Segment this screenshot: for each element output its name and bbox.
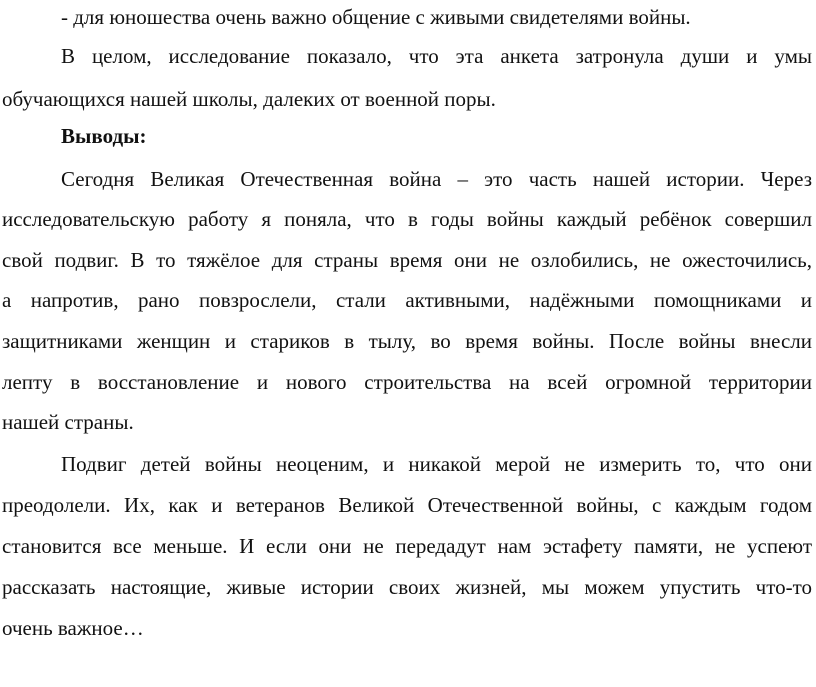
section-heading: Выводы: — [61, 124, 147, 148]
intro-line-2: В целом, исследование показало, что эта анкета затронула души и умы — [61, 44, 812, 68]
paragraph2-line-4: рассказать настоящие, живые истории своих жизней, мы можем упустить что-то — [2, 575, 812, 599]
paragraph1-line-2: исследовательскую работу я поняла, что в годы войны каждый ребёнок совершил — [2, 207, 812, 231]
paragraph2-line-2: преодолели. Их, как и ветеранов Великой Отечественной войны, с каждым годом — [2, 493, 812, 517]
paragraph1-line-6: лепту в восстановление и нового строительства на всей огромной территории — [2, 370, 812, 394]
paragraph1-line-5: защитниками женщин и стариков в тылу, во время войны. После войны внесли — [2, 329, 812, 353]
paragraph1-line-1: Сегодня Великая Отечественная война – это часть нашей истории. Через — [61, 167, 812, 191]
intro-line-1: - для юношества очень важно общение с живыми свидетелями войны. — [61, 5, 691, 29]
intro-line-3: обучающихся нашей школы, далеких от военной поры. — [2, 87, 496, 111]
paragraph1-line-7: нашей страны. — [2, 410, 134, 434]
paragraph2-line-1: Подвиг детей войны неоценим, и никакой мерой не измерить то, что они — [61, 452, 812, 476]
paragraph1-line-4: а напротив, рано повзрослели, стали активными, надёжными помощниками и — [2, 288, 812, 312]
paragraph2-line-3: становится все меньше. И если они не передадут нам эстафету памяти, не успеют — [2, 534, 812, 558]
paragraph2-line-5: очень важное… — [2, 616, 144, 640]
paragraph1-line-3: свой подвиг. В то тяжёлое для страны время они не озлобились, не ожесточились, — [2, 248, 812, 272]
